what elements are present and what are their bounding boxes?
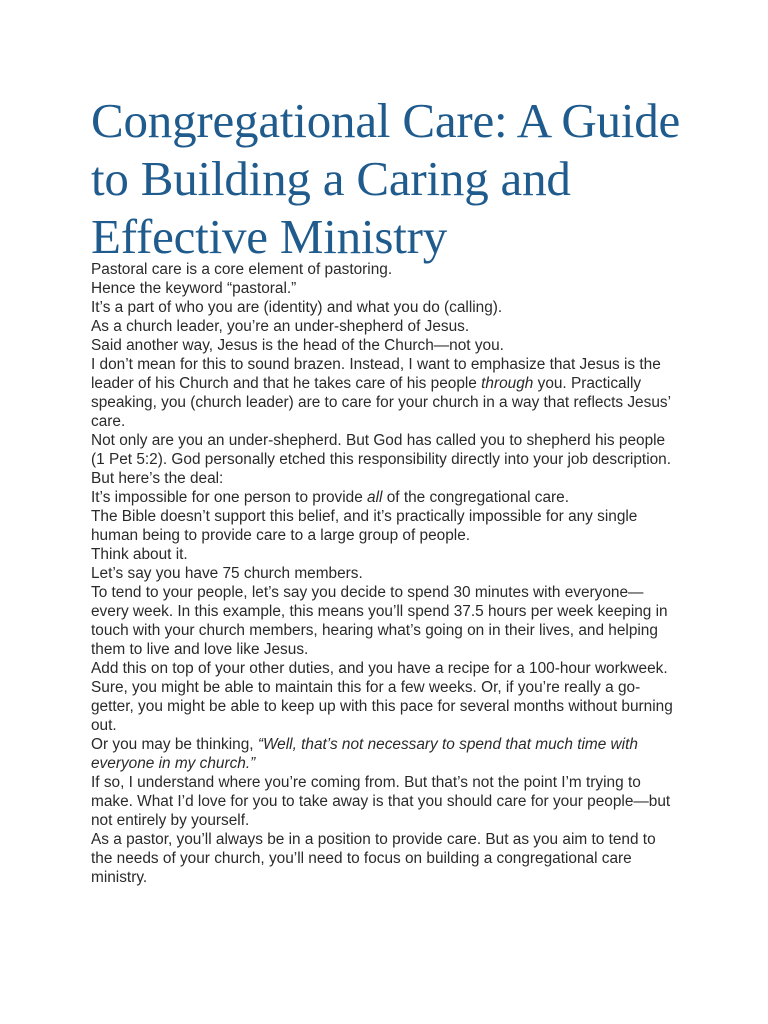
- paragraph-text: Let’s say you have 75 church members.: [91, 565, 363, 582]
- body-paragraph: [91, 507, 681, 545]
- body-paragraph: [91, 488, 681, 507]
- paragraph-text: I don’t mean for this to sound brazen. Instead, I want to emphasize that Jesus is the leader of his Church and that he takes care of his people: [91, 356, 661, 392]
- paragraph-text: Add this on top of your other duties, and you have a recipe for a 100-hour workweek.: [91, 660, 668, 677]
- body-paragraph: [91, 545, 681, 564]
- body-paragraph: [91, 583, 681, 659]
- paragraph-text: To tend to your people, let’s say you decide to spend 30 minutes with everyone—every week. In this example, this means you’ll spend 37.5 hours per week keeping in touch with your church members, hearing what’s going on in their lives, and helping them to live and love like Jesus.: [91, 584, 668, 658]
- body-paragraph: [91, 260, 681, 279]
- paragraph-text: It’s a part of who you are (identity) and what you do (calling).: [91, 299, 503, 316]
- body-paragraph: [91, 735, 681, 773]
- italic-text: through: [481, 375, 534, 392]
- paragraph-text: Hence the keyword “pastoral.”: [91, 280, 297, 297]
- paragraph-text: It’s impossible for one person to provide: [91, 489, 368, 506]
- body-paragraph: [91, 830, 681, 887]
- italic-text: all: [367, 489, 383, 506]
- paragraph-text: As a pastor, you’ll always be in a position to provide care. But as you aim to tend to the needs of your church, you’ll need to focus on building a congregational care ministry.: [91, 831, 656, 886]
- italic-text: “Well, that’s not necessary to spend that much time with everyone in my church.”: [91, 736, 638, 772]
- body-paragraph: [91, 336, 681, 355]
- body-paragraph: [91, 659, 681, 678]
- body-paragraph: [91, 773, 681, 830]
- document-title: Congregational Care: A Guide to Building a Caring and Effective Ministry: [91, 93, 681, 264]
- paragraph-text: Said another way, Jesus is the head of the Church—not you.: [91, 337, 504, 354]
- paragraph-text: Or you may be thinking,: [91, 736, 258, 753]
- paragraph-text: Sure, you might be able to maintain this for a few weeks. Or, if you’re really a go-getter, you might be able to keep up with this pace for several months without burning out.: [91, 679, 673, 734]
- body-paragraph: [91, 431, 681, 469]
- document-body: [91, 260, 681, 887]
- paragraph-text: of the congregational care.: [382, 489, 569, 506]
- paragraph-text: As a church leader, you’re an under-shepherd of Jesus.: [91, 318, 470, 335]
- paragraph-text: If so, I understand where you’re coming from. But that’s not the point I’m trying to make. What I’d love for you to take away is that you should care for your people—but not entirely by yourself.: [91, 774, 671, 829]
- paragraph-text: But here’s the deal:: [91, 470, 224, 487]
- paragraph-text: The Bible doesn’t support this belief, and it’s practically impossible for any single human being to provide care to a large group of people.: [91, 508, 638, 544]
- paragraph-text: Think about it.: [91, 546, 188, 563]
- paragraph-text: Not only are you an under-shepherd. But God has called you to shepherd his people (1 Pet 5:2). God personally etched this responsibility directly into your job description.: [91, 432, 672, 468]
- paragraph-text: Pastoral care is a core element of pastoring.: [91, 261, 393, 278]
- paragraph-text: you. Practically speaking, you (church leader) are to care for your church in a way that reflects Jesus’ care.: [91, 375, 671, 430]
- body-paragraph: [91, 355, 681, 431]
- body-paragraph: [91, 279, 681, 298]
- body-paragraph: [91, 298, 681, 317]
- body-paragraph: [91, 678, 681, 735]
- body-paragraph: [91, 564, 681, 583]
- body-paragraph: [91, 317, 681, 336]
- body-paragraph: [91, 469, 681, 488]
